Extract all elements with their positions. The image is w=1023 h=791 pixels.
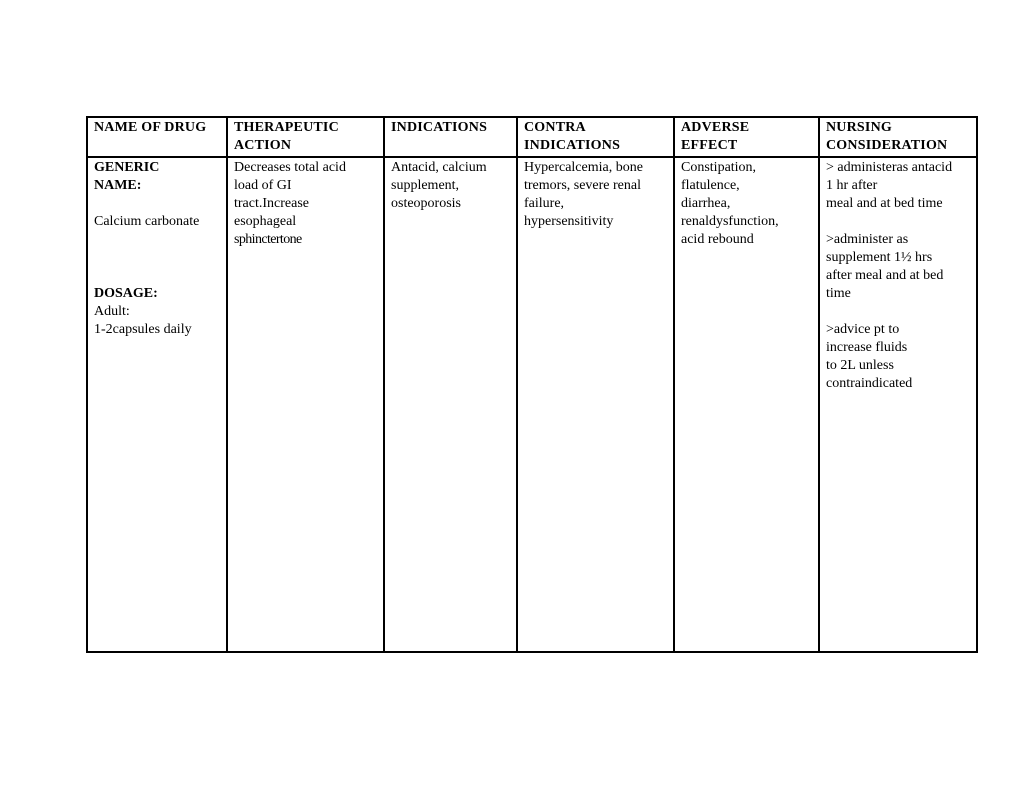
adverse-line: diarrhea, (681, 196, 731, 211)
contra-line: failure, (524, 196, 565, 211)
cell-nursing-consideration (819, 157, 977, 652)
header-therapeutic-action: THERAPEUTIC ACTION (227, 117, 384, 157)
drug-study-table (86, 116, 978, 653)
nursing-line: increase fluids (826, 340, 908, 355)
indication-line: osteoporosis (391, 196, 461, 211)
generic-name: Calcium carbonate (94, 214, 200, 229)
dosage-label: DOSAGE: (94, 286, 158, 301)
generic-label: GENERIC (94, 160, 160, 175)
dosage-group: Adult: (94, 304, 130, 319)
nursing-line: to 2L unless (826, 358, 894, 373)
contra-line: tremors, severe renal (524, 178, 641, 193)
adverse-line: renaldysfunction, (681, 214, 779, 229)
header-name-of-drug: NAME OF DRUG (87, 117, 227, 157)
generic-label-2: NAME: (94, 178, 142, 193)
drug-row (87, 157, 977, 652)
therapeutic-line: esophageal (234, 214, 297, 229)
contra-line: Hypercalcemia, bone (524, 160, 643, 175)
header-indications: INDICATIONS (384, 117, 517, 157)
adverse-line: flatulence, (681, 178, 740, 193)
therapeutic-line: tract.Increase (234, 196, 309, 211)
indication-line: Antacid, calcium (391, 160, 487, 175)
nursing-line: >administer as (826, 232, 909, 247)
header-adverse-effect: ADVERSE EFFECT (674, 117, 819, 157)
cell-therapeutic-action (227, 157, 384, 652)
adverse-line: Constipation, (681, 160, 757, 175)
therapeutic-line: Decreases total acid (234, 160, 346, 175)
nursing-line: contraindicated (826, 376, 913, 391)
header-nursing-consideration: NURSING CONSIDERATION (819, 117, 977, 157)
cell-contra-indications (517, 157, 674, 652)
nursing-line: supplement 1½ hrs (826, 250, 933, 265)
therapeutic-line: load of GI (234, 178, 292, 193)
cell-name-of-drug (87, 157, 227, 652)
cell-indications (384, 157, 517, 652)
nursing-line: >advice pt to (826, 322, 900, 337)
header-contra-indications: CONTRA INDICATIONS (517, 117, 674, 157)
nursing-line: time (826, 286, 851, 301)
nursing-line: after meal and at bed (826, 268, 944, 283)
dosage-value: 1-2capsules daily (94, 322, 192, 337)
cell-adverse-effect (674, 157, 819, 652)
nursing-line: 1 hr after (826, 178, 878, 193)
contra-line: hypersensitivity (524, 214, 614, 229)
nursing-line: > administeras antacid (826, 160, 953, 175)
therapeutic-line: sphinctertone (234, 232, 302, 247)
indication-line: supplement, (391, 178, 460, 193)
adverse-line: acid rebound (681, 232, 754, 247)
nursing-line: meal and at bed time (826, 196, 943, 211)
header-row (87, 117, 977, 157)
